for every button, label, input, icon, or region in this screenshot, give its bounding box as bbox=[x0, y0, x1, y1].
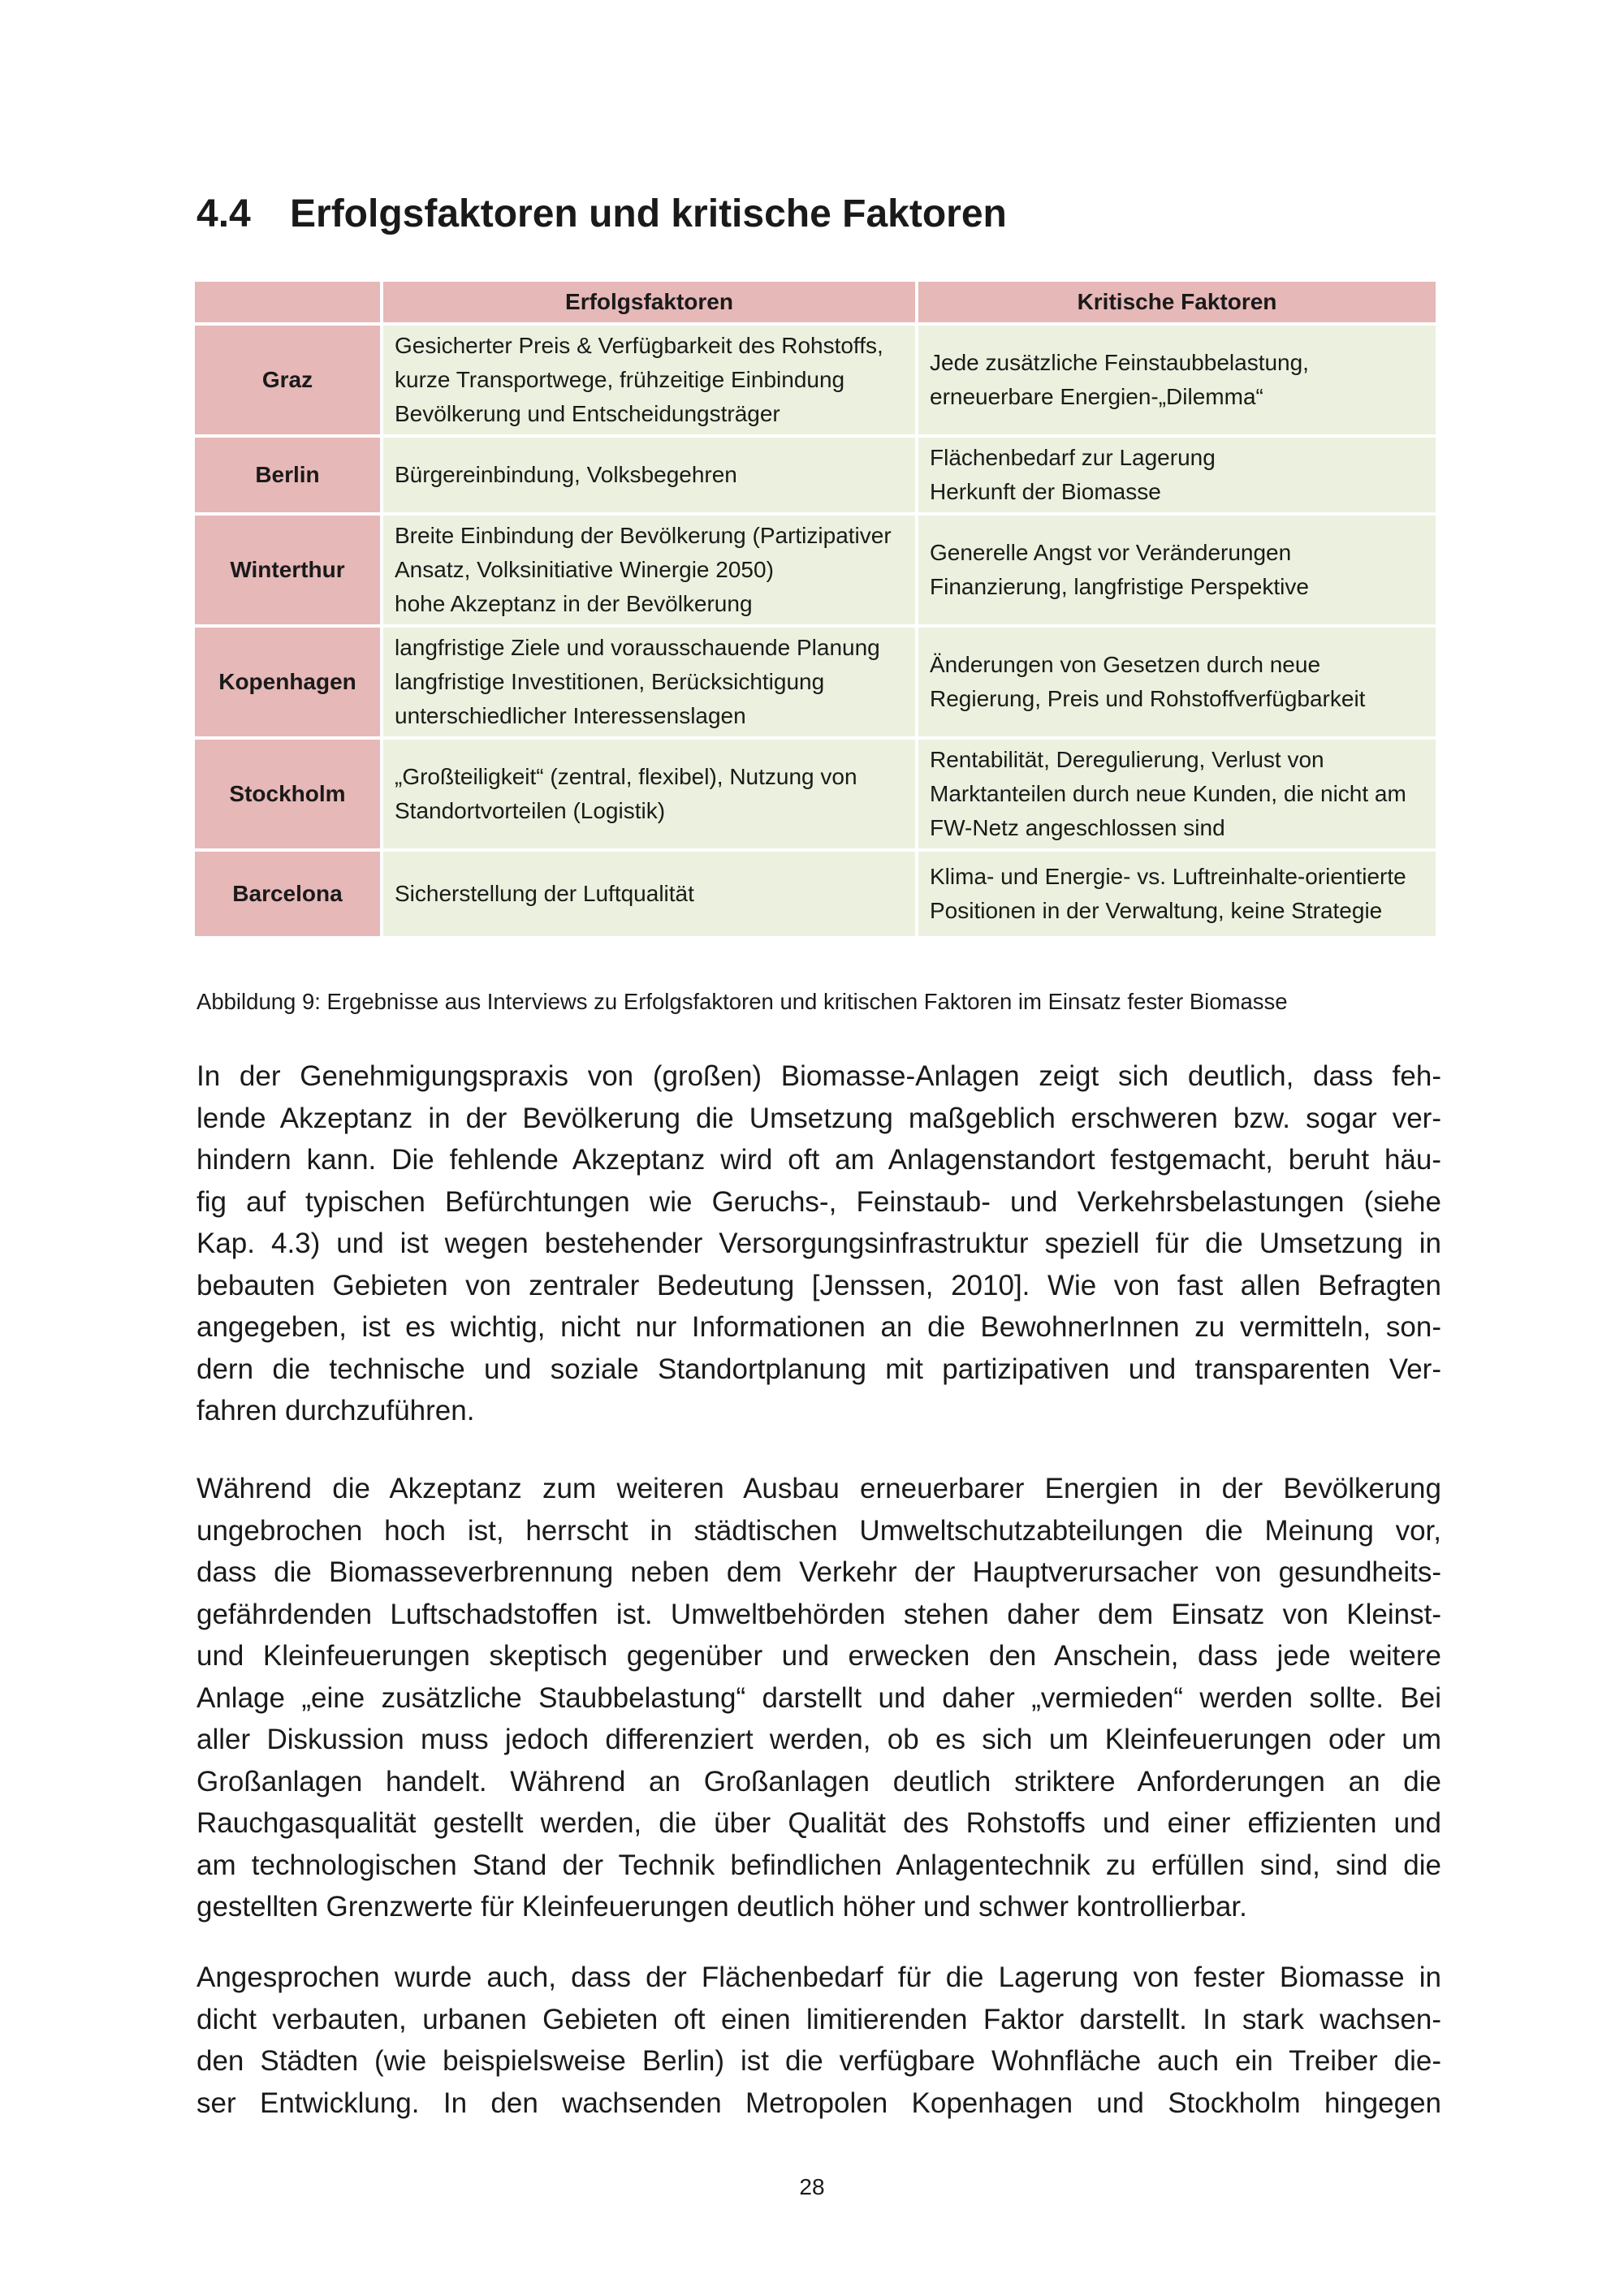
paragraph-line: fig auf typischen Befürchtungen wie Geruchs-, Feinstaub- und Verkehrsbelastungen (siehe bbox=[197, 1185, 1441, 1218]
paragraph-line: Während die Akzeptanz zum weiteren Ausbau erneuerbarer Energien in der Bevölkerung bbox=[197, 1473, 1441, 1504]
city-cell: Winterthur bbox=[195, 516, 380, 624]
cell-line: Bevölkerung und Entscheidungsträger bbox=[395, 401, 780, 426]
cell-line: Gesicherter Preis & Verfügbarkeit des Rohstoffs, bbox=[395, 333, 883, 358]
paragraph-line: Angesprochen wurde auch, dass der Flächenbedarf für die Lagerung von fester Biomasse in bbox=[197, 1962, 1441, 1993]
cell-line: Jede zusätzliche Feinstaubbelastung, bbox=[930, 350, 1309, 375]
paragraph-line: und Kleinfeuerungen skeptisch gegenüber und erwecken den Anschein, dass jede weitere bbox=[197, 1640, 1441, 1672]
cell-line: erneuerbare Energien-„Dilemma“ bbox=[930, 384, 1263, 409]
section-title: Erfolgsfaktoren und kritische Faktoren bbox=[290, 192, 1007, 235]
cell-line: Standortvorteilen (Logistik) bbox=[395, 798, 666, 823]
critical-cell bbox=[918, 438, 1436, 512]
paragraph-line: dicht verbauten, urbanen Gebieten oft einen limitierenden Faktor darstellt. In stark wachsen- bbox=[197, 2003, 1441, 2035]
paragraph-line: hindern kann. Die fehlende Akzeptanz wird oft am Anlagenstandort festgemacht, beruht häu- bbox=[197, 1144, 1441, 1176]
cell-line: Klima- und Energie- vs. Luftreinhalte-orientierte bbox=[930, 864, 1406, 889]
cell-line: Finanzierung, langfristige Perspektive bbox=[930, 574, 1309, 599]
paragraph-line: den Städten (wie beispielsweise Berlin) ist die verfügbare Wohnfläche auch ein Treiber die- bbox=[197, 2045, 1441, 2077]
cell-line: unterschiedlicher Interessenslagen bbox=[395, 703, 746, 728]
cell-line: Änderungen von Gesetzen durch neue bbox=[930, 652, 1321, 677]
body-paragraph bbox=[197, 1468, 1441, 1928]
city-cell: Stockholm bbox=[195, 740, 380, 848]
critical-cell bbox=[918, 326, 1436, 434]
cell-line: Bürgereinbindung, Volksbegehren bbox=[395, 462, 737, 487]
table-row bbox=[195, 438, 1436, 512]
critical-cell bbox=[918, 740, 1436, 848]
section-heading bbox=[197, 192, 1007, 236]
cell-line: hohe Akzeptanz in der Bevölkerung bbox=[395, 591, 753, 616]
header-empty bbox=[195, 282, 380, 322]
cell-line: kurze Transportwege, frühzeitige Einbindung bbox=[395, 367, 845, 392]
success-cell bbox=[383, 740, 915, 848]
table-row bbox=[195, 852, 1436, 936]
cell-line: Flächenbedarf zur Lagerung bbox=[930, 445, 1216, 470]
paragraph-line: am technologischen Stand der Technik befindlichen Anlagentechnik zu erfüllen sind, sind die bbox=[197, 1849, 1441, 1881]
factors-table bbox=[192, 278, 1439, 939]
body-paragraph bbox=[197, 1055, 1441, 1432]
cell-line: Generelle Angst vor Veränderungen bbox=[930, 540, 1292, 565]
header-success: Erfolgsfaktoren bbox=[383, 282, 915, 322]
cell-line: Breite Einbindung der Bevölkerung (Partizipativer bbox=[395, 523, 892, 548]
cell-line: FW-Netz angeschlossen sind bbox=[930, 815, 1225, 840]
cell-line: langfristige Ziele und vorausschauende Planung bbox=[395, 635, 880, 660]
success-cell bbox=[383, 438, 915, 512]
paragraph-line: fahren durchzuführen. bbox=[197, 1395, 475, 1426]
paragraph-line: gestellten Grenzwerte für Kleinfeuerungen deutlich höher und schwer kontrollierbar. bbox=[197, 1891, 1247, 1923]
critical-cell bbox=[918, 852, 1436, 936]
body-paragraph bbox=[197, 1957, 1441, 2124]
figure-caption: Abbildung 9: Ergebnisse aus Interviews zu Erfolgsfaktoren und kritischen Faktoren im Einsatz fester Biomasse bbox=[197, 989, 1288, 1014]
paragraph-line: gefährdenden Luftschadstoffen ist. Umweltbehörden stehen daher dem Einsatz von Kleinst- bbox=[197, 1598, 1441, 1630]
paragraph-line: angegeben, ist es wichtig, nicht nur Informationen an die BewohnerInnen zu vermitteln, son- bbox=[197, 1311, 1441, 1343]
table-row bbox=[195, 516, 1436, 624]
success-cell bbox=[383, 852, 915, 936]
paragraph-line: ungebrochen hoch ist, herrscht in städtischen Umweltschutzabteilungen die Meinung vor, bbox=[197, 1514, 1441, 1547]
cell-line: Positionen in der Verwaltung, keine Strategie bbox=[930, 898, 1383, 923]
page-number: 28 bbox=[799, 2174, 825, 2199]
section-number: 4.4 bbox=[197, 192, 251, 235]
success-cell bbox=[383, 516, 915, 624]
city-cell: Barcelona bbox=[195, 852, 380, 936]
cell-line: Marktanteilen durch neue Kunden, die nicht am bbox=[930, 781, 1406, 806]
cell-line: Regierung, Preis und Rohstoffverfügbarkeit bbox=[930, 686, 1366, 711]
city-cell: Graz bbox=[195, 326, 380, 434]
paragraph-line: dern die technische und soziale Standortplanung mit partizipativen und transparenten Ver- bbox=[197, 1353, 1441, 1385]
cell-line: Sicherstellung der Luftqualität bbox=[395, 881, 694, 906]
table-row bbox=[195, 326, 1436, 434]
city-cell: Kopenhagen bbox=[195, 628, 380, 736]
critical-cell bbox=[918, 628, 1436, 736]
paragraph-line: Großanlagen handelt. Während an Großanlagen deutlich striktere Anforderungen an die bbox=[197, 1765, 1441, 1798]
success-cell bbox=[383, 628, 915, 736]
paragraph-line: bebauten Gebieten von zentraler Bedeutung [Jenssen, 2010]. Wie von fast allen Befragten bbox=[197, 1269, 1441, 1301]
header-critical: Kritische Faktoren bbox=[918, 282, 1436, 322]
table-row bbox=[195, 628, 1436, 736]
city-cell: Berlin bbox=[195, 438, 380, 512]
paragraph-line: dass die Biomasseverbrennung neben dem Verkehr der Hauptverursacher von gesundheits- bbox=[197, 1556, 1441, 1588]
cell-line: Herkunft der Biomasse bbox=[930, 479, 1161, 504]
paragraph-line: In der Genehmigungspraxis von (großen) Biomasse-Anlagen zeigt sich deutlich, dass feh- bbox=[197, 1060, 1441, 1092]
cell-line: langfristige Investitionen, Berücksichtigung bbox=[395, 669, 825, 694]
paragraph-line: ser Entwicklung. In den wachsenden Metropolen Kopenhagen und Stockholm hingegen bbox=[197, 2087, 1441, 2119]
paragraph-line: aller Diskussion muss jedoch differenziert werden, ob es sich um Kleinfeuerungen oder um bbox=[197, 1724, 1441, 1755]
table-row bbox=[195, 740, 1436, 848]
cell-line: Ansatz, Volksinitiative Winergie 2050) bbox=[395, 557, 774, 582]
paragraph-line: Anlage „eine zusätzliche Staubbelastung“ darstellt und daher „vermieden“ werden sollte. Bei bbox=[197, 1681, 1441, 1714]
critical-cell bbox=[918, 516, 1436, 624]
paragraph-line: Rauchgasqualität gestellt werden, die über Qualität des Rohstoffs und einer effizienten und bbox=[197, 1807, 1441, 1839]
cell-line: Rentabilität, Deregulierung, Verlust von bbox=[930, 747, 1324, 772]
paragraph-line: Kap. 4.3) und ist wegen bestehender Versorgungsinfrastruktur speziell für die Umsetzung in bbox=[197, 1228, 1441, 1259]
success-cell bbox=[383, 326, 915, 434]
cell-line: „Großteiligkeit“ (zentral, flexibel), Nutzung von bbox=[395, 764, 857, 789]
paragraph-line: lende Akzeptanz in der Bevölkerung die Umsetzung maßgeblich erschweren bzw. sogar ver- bbox=[197, 1102, 1441, 1134]
